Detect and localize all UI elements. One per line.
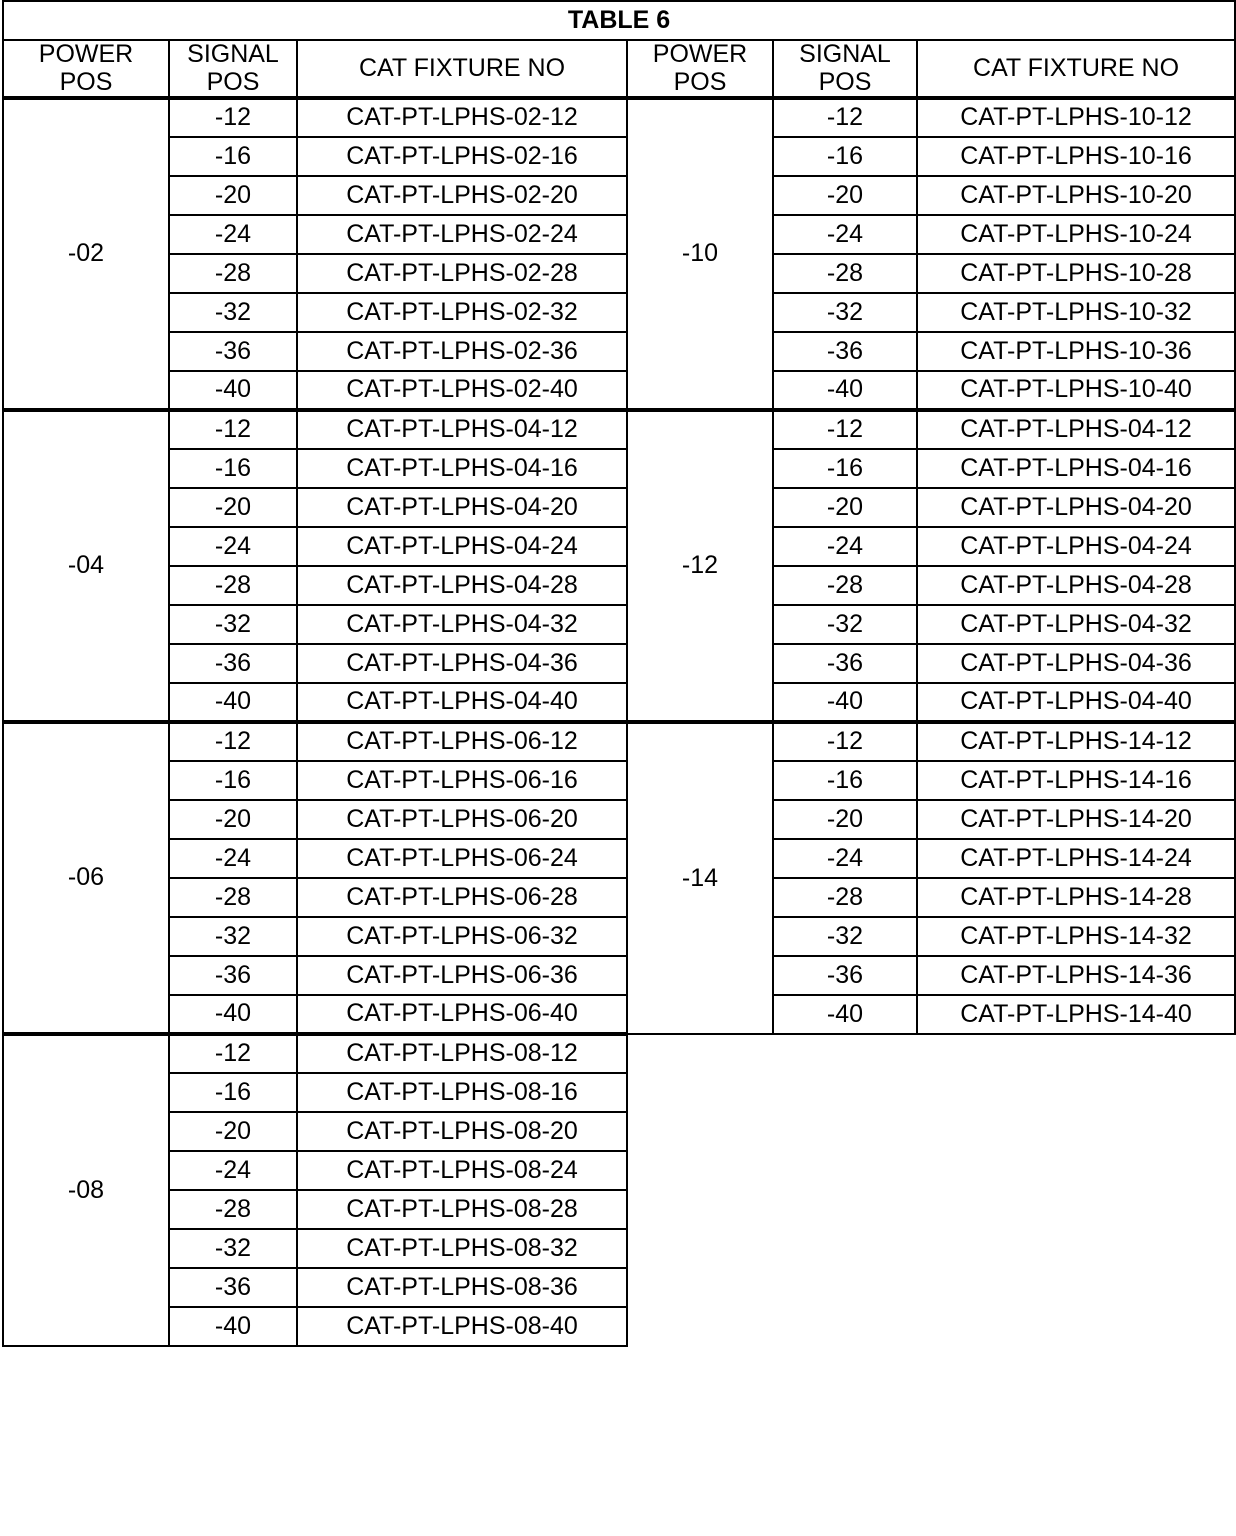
cat-fixture-no-cell: CAT-PT-LPHS-04-12	[917, 410, 1235, 449]
cat-fixture-no-cell: CAT-PT-LPHS-10-20	[917, 176, 1235, 215]
cat-fixture-no-cell: CAT-PT-LPHS-02-32	[297, 293, 627, 332]
cat-fixture-no-cell: CAT-PT-LPHS-04-16	[917, 449, 1235, 488]
signal-pos-cell: -40	[169, 371, 297, 410]
table-row	[3, 371, 1235, 410]
cat-fixture-no-cell: CAT-PT-LPHS-04-20	[917, 488, 1235, 527]
cat-fixture-no-cell: CAT-PT-LPHS-06-12	[297, 722, 627, 761]
signal-pos-cell: -12	[169, 98, 297, 137]
power-pos-group-left-1: -04	[3, 410, 169, 722]
cat-fixture-no-cell: CAT-PT-LPHS-10-28	[917, 254, 1235, 293]
cat-fixture-no-cell: CAT-PT-LPHS-14-24	[917, 839, 1235, 878]
header-cat-fixture-no-left: CAT FIXTURE NO	[297, 40, 627, 98]
header-power-pos-left-line2: POS	[59, 67, 113, 96]
table-row	[3, 683, 1235, 722]
signal-pos-cell: -20	[169, 488, 297, 527]
signal-pos-cell: -16	[169, 449, 297, 488]
signal-pos-cell: -12	[773, 98, 917, 137]
table-header-row	[3, 40, 1235, 98]
cat-fixture-no-cell: CAT-PT-LPHS-04-24	[917, 527, 1235, 566]
table-row	[3, 566, 1235, 605]
cat-fixture-no-cell: CAT-PT-LPHS-08-24	[297, 1151, 627, 1190]
cat-fixture-no-cell: CAT-PT-LPHS-02-20	[297, 176, 627, 215]
signal-pos-cell: -32	[169, 917, 297, 956]
table-row	[3, 332, 1235, 371]
power-pos-group-right-0: -10	[627, 98, 773, 410]
signal-pos-cell: -24	[773, 839, 917, 878]
signal-pos-cell: -28	[773, 254, 917, 293]
cat-fixture-no-cell: CAT-PT-LPHS-08-36	[297, 1268, 627, 1307]
table-row	[3, 956, 1235, 995]
signal-pos-cell: -36	[169, 644, 297, 683]
signal-pos-cell: -28	[169, 878, 297, 917]
signal-pos-cell: -28	[169, 254, 297, 293]
signal-pos-cell: -16	[773, 449, 917, 488]
table-row	[3, 800, 1235, 839]
table-row	[3, 917, 1235, 956]
signal-pos-cell: -12	[169, 1034, 297, 1073]
cat-fixture-no-cell: CAT-PT-LPHS-06-20	[297, 800, 627, 839]
cat-fixture-no-cell: CAT-PT-LPHS-14-28	[917, 878, 1235, 917]
signal-pos-cell: -32	[773, 917, 917, 956]
cat-fixture-no-cell: CAT-PT-LPHS-04-32	[917, 605, 1235, 644]
signal-pos-cell: -24	[773, 527, 917, 566]
signal-pos-cell: -16	[773, 761, 917, 800]
cat-fixture-no-cell: CAT-PT-LPHS-14-36	[917, 956, 1235, 995]
signal-pos-cell: -20	[169, 176, 297, 215]
table-row	[3, 995, 1235, 1034]
header-signal-pos-left-line2: POS	[206, 67, 260, 96]
signal-pos-cell: -16	[169, 1073, 297, 1112]
cat-fixture-no-cell: CAT-PT-LPHS-06-16	[297, 761, 627, 800]
cat-fixture-no-cell: CAT-PT-LPHS-04-20	[297, 488, 627, 527]
cat-fixture-no-cell: CAT-PT-LPHS-08-16	[297, 1073, 627, 1112]
cat-fixture-no-cell: CAT-PT-LPHS-02-28	[297, 254, 627, 293]
table-row	[3, 605, 1235, 644]
header-power-pos-right-line2: POS	[673, 67, 727, 96]
cat-fixture-no-cell: CAT-PT-LPHS-06-24	[297, 839, 627, 878]
signal-pos-cell: -32	[773, 605, 917, 644]
header-signal-pos-left	[169, 40, 297, 98]
table-row	[3, 215, 1235, 254]
table-row	[3, 761, 1235, 800]
power-pos-group-right-2: -14	[627, 722, 773, 1034]
signal-pos-cell: -28	[169, 566, 297, 605]
cat-fixture-no-cell: CAT-PT-LPHS-04-32	[297, 605, 627, 644]
signal-pos-cell: -20	[169, 1112, 297, 1151]
signal-pos-cell: -36	[169, 956, 297, 995]
header-power-pos-right-line1: POWER	[652, 40, 748, 68]
cat-fixture-no-cell: CAT-PT-LPHS-02-12	[297, 98, 627, 137]
signal-pos-cell: -12	[773, 722, 917, 761]
cat-fixture-no-cell: CAT-PT-LPHS-04-36	[297, 644, 627, 683]
signal-pos-cell: -24	[169, 1151, 297, 1190]
table-row	[3, 1034, 1235, 1073]
signal-pos-cell: -36	[773, 956, 917, 995]
table-row	[3, 98, 1235, 137]
cat-fixture-no-cell: CAT-PT-LPHS-10-36	[917, 332, 1235, 371]
signal-pos-cell: -40	[169, 683, 297, 722]
cat-fixture-no-cell: CAT-PT-LPHS-06-36	[297, 956, 627, 995]
cat-fixture-no-cell: CAT-PT-LPHS-10-40	[917, 371, 1235, 410]
signal-pos-cell: -40	[773, 683, 917, 722]
signal-pos-cell: -36	[773, 644, 917, 683]
power-pos-group-left-0: -02	[3, 98, 169, 410]
cat-fixture-no-cell: CAT-PT-LPHS-04-24	[297, 527, 627, 566]
cat-fixture-no-cell: CAT-PT-LPHS-04-36	[917, 644, 1235, 683]
signal-pos-cell: -20	[773, 800, 917, 839]
signal-pos-cell: -20	[773, 176, 917, 215]
cat-fixture-no-cell: CAT-PT-LPHS-04-16	[297, 449, 627, 488]
table-row	[3, 527, 1235, 566]
table-row	[3, 488, 1235, 527]
header-power-pos-right	[627, 40, 773, 98]
table-row	[3, 644, 1235, 683]
power-pos-group-left-3: -08	[3, 1034, 169, 1346]
header-signal-pos-right-line2: POS	[818, 67, 872, 96]
table-title: TABLE 6	[3, 1, 1235, 40]
cat-fixture-no-cell: CAT-PT-LPHS-10-16	[917, 137, 1235, 176]
cat-fixture-no-cell: CAT-PT-LPHS-04-28	[297, 566, 627, 605]
table-row	[3, 878, 1235, 917]
signal-pos-cell: -28	[773, 566, 917, 605]
cat-fixture-no-cell: CAT-PT-LPHS-02-36	[297, 332, 627, 371]
table-row	[3, 137, 1235, 176]
cat-fixture-no-cell: CAT-PT-LPHS-06-32	[297, 917, 627, 956]
signal-pos-cell: -36	[169, 1268, 297, 1307]
signal-pos-cell: -24	[773, 215, 917, 254]
cat-fixture-no-cell: CAT-PT-LPHS-14-40	[917, 995, 1235, 1034]
signal-pos-cell: -32	[169, 1229, 297, 1268]
signal-pos-cell: -20	[773, 488, 917, 527]
header-signal-pos-right	[773, 40, 917, 98]
cat-fixture-no-cell: CAT-PT-LPHS-04-40	[917, 683, 1235, 722]
cat-fixture-no-cell: CAT-PT-LPHS-08-28	[297, 1190, 627, 1229]
signal-pos-cell: -20	[169, 800, 297, 839]
header-power-pos-left	[3, 40, 169, 98]
cat-fixture-no-cell: CAT-PT-LPHS-14-16	[917, 761, 1235, 800]
cat-fixture-no-cell: CAT-PT-LPHS-02-24	[297, 215, 627, 254]
signal-pos-cell: -40	[773, 995, 917, 1034]
signal-pos-cell: -40	[169, 1307, 297, 1346]
empty-region	[627, 1034, 1235, 1346]
cat-fixture-no-cell: CAT-PT-LPHS-14-20	[917, 800, 1235, 839]
signal-pos-cell: -24	[169, 527, 297, 566]
signal-pos-cell: -32	[773, 293, 917, 332]
table-row	[3, 176, 1235, 215]
cat-fixture-no-cell: CAT-PT-LPHS-08-12	[297, 1034, 627, 1073]
cat-fixture-no-cell: CAT-PT-LPHS-02-40	[297, 371, 627, 410]
table-row	[3, 293, 1235, 332]
cat-fixture-no-cell: CAT-PT-LPHS-02-16	[297, 137, 627, 176]
power-pos-group-right-1: -12	[627, 410, 773, 722]
signal-pos-cell: -32	[169, 605, 297, 644]
header-signal-pos-left-line1: SIGNAL	[187, 40, 279, 68]
signal-pos-cell: -16	[169, 137, 297, 176]
cat-fixture-no-cell: CAT-PT-LPHS-04-12	[297, 410, 627, 449]
table-row	[3, 449, 1235, 488]
cat-fixture-no-cell: CAT-PT-LPHS-08-40	[297, 1307, 627, 1346]
cat-fixture-no-cell: CAT-PT-LPHS-14-32	[917, 917, 1235, 956]
signal-pos-cell: -12	[169, 410, 297, 449]
table-row	[3, 254, 1235, 293]
signal-pos-cell: -28	[773, 878, 917, 917]
signal-pos-cell: -36	[169, 332, 297, 371]
cat-fixture-no-cell: CAT-PT-LPHS-10-32	[917, 293, 1235, 332]
power-pos-group-left-2: -06	[3, 722, 169, 1034]
signal-pos-cell: -32	[169, 293, 297, 332]
table-6	[2, 0, 1236, 1347]
signal-pos-cell: -12	[169, 722, 297, 761]
signal-pos-cell: -40	[169, 995, 297, 1034]
table-row	[3, 722, 1235, 761]
header-cat-fixture-no-right: CAT FIXTURE NO	[917, 40, 1235, 98]
header-signal-pos-right-line1: SIGNAL	[799, 40, 891, 68]
cat-fixture-no-cell: CAT-PT-LPHS-10-24	[917, 215, 1235, 254]
signal-pos-cell: -16	[169, 761, 297, 800]
signal-pos-cell: -12	[773, 410, 917, 449]
cat-fixture-no-cell: CAT-PT-LPHS-08-20	[297, 1112, 627, 1151]
cat-fixture-no-cell: CAT-PT-LPHS-06-40	[297, 995, 627, 1034]
table-row	[3, 839, 1235, 878]
cat-fixture-no-cell: CAT-PT-LPHS-14-12	[917, 722, 1235, 761]
signal-pos-cell: -16	[773, 137, 917, 176]
signal-pos-cell: -28	[169, 1190, 297, 1229]
header-power-pos-left-line1: POWER	[38, 40, 134, 68]
signal-pos-cell: -24	[169, 839, 297, 878]
cat-fixture-no-cell: CAT-PT-LPHS-04-28	[917, 566, 1235, 605]
cat-fixture-no-cell: CAT-PT-LPHS-04-40	[297, 683, 627, 722]
signal-pos-cell: -24	[169, 215, 297, 254]
signal-pos-cell: -36	[773, 332, 917, 371]
cat-fixture-no-cell: CAT-PT-LPHS-06-28	[297, 878, 627, 917]
signal-pos-cell: -40	[773, 371, 917, 410]
cat-fixture-no-cell: CAT-PT-LPHS-10-12	[917, 98, 1235, 137]
table-row	[3, 410, 1235, 449]
cat-fixture-no-cell: CAT-PT-LPHS-08-32	[297, 1229, 627, 1268]
table-title-row	[3, 1, 1235, 40]
